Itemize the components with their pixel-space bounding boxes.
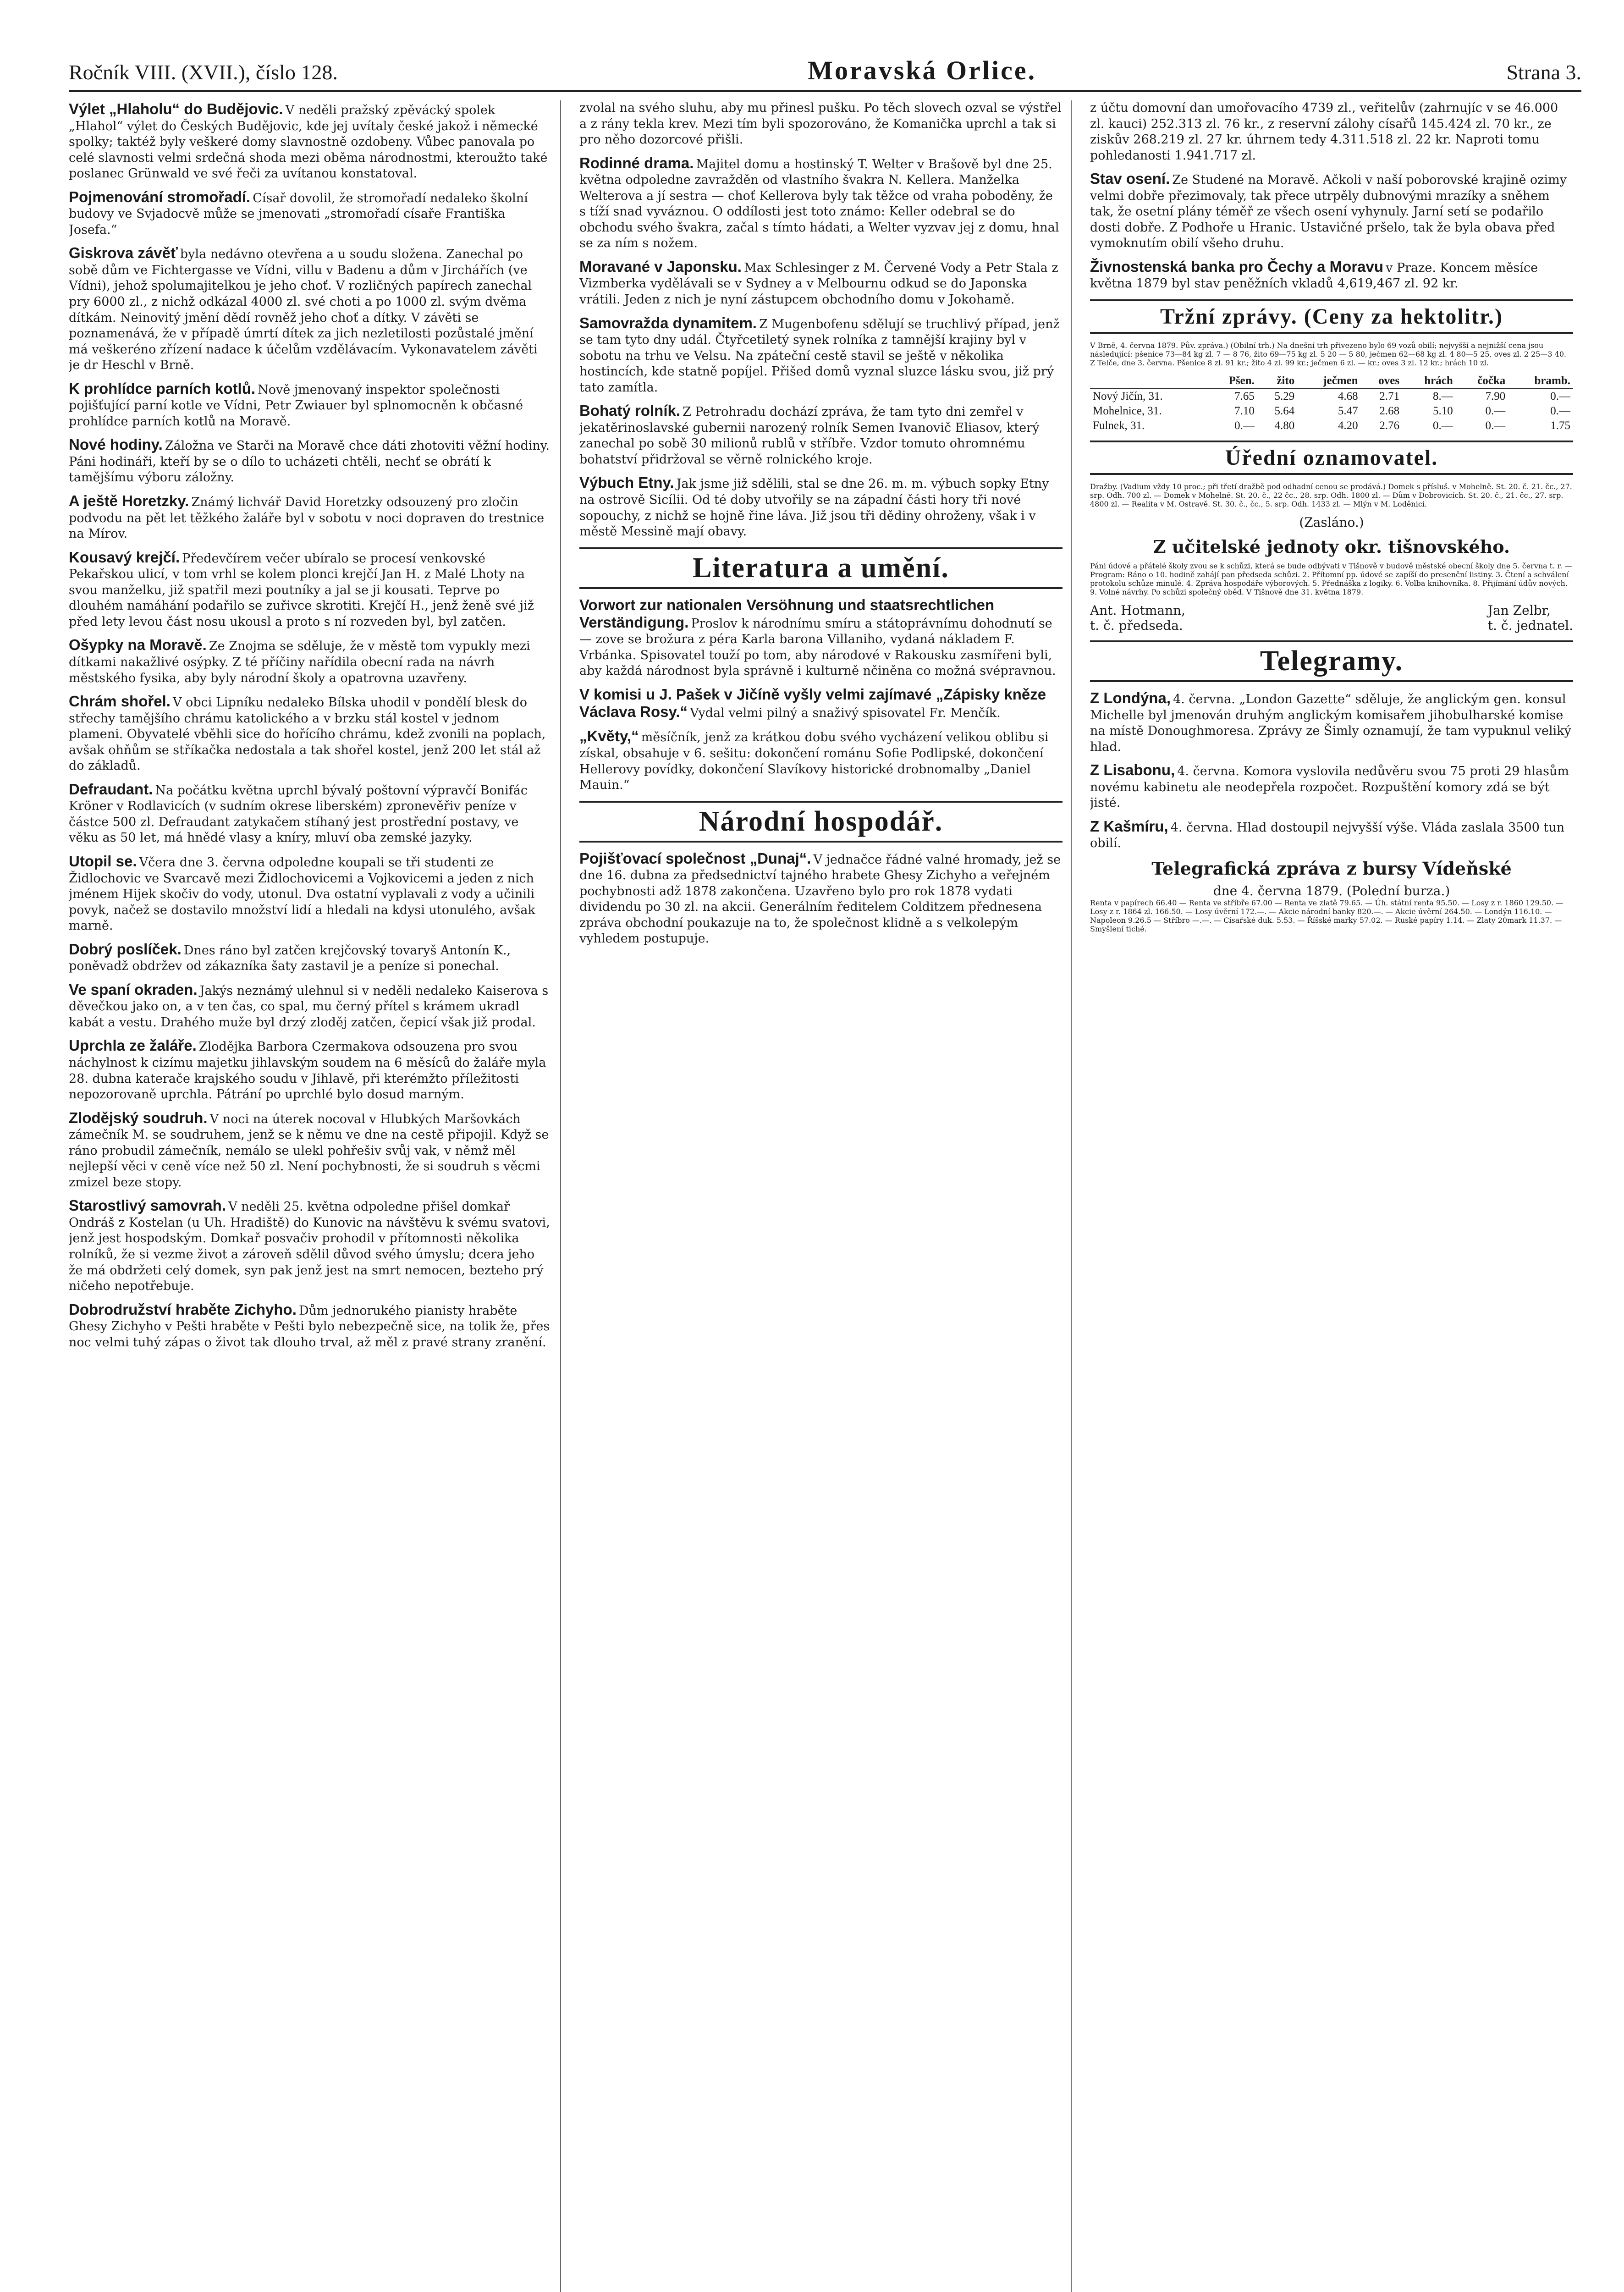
article-body: byla nedávno otevřena a u soudu složena. Zanechal po sobě dům ve Fichtergasse ve Vídni, villu v Badenu a dům v Jirchářích (ve Vídni), jehož spolumajitelkou je jeho choť. V rozličných papírech zanechal pry 6000 zl., z nichž odkázal 4000 zl. své choti a po 1000 zl. svým dvěma dítkám. Neinovitý jmění dědí rovněž jeho choť a dítky. V závěti se poznamenává, že v případě úmrtí dítek za jich nezletilosti pozůstalé jmění má veškeréno zřízení nadace k účelům vzdělávacím. Vykonavatelem závěti je dr Heschl v Brně. [69,247,538,373]
article [69,693,552,774]
issue-number: Ročník VIII. (XVII.), číslo 128. [69,61,338,84]
article [1090,761,1573,811]
signer-role: t. č. jednatel. [1487,618,1573,634]
article-title: V komisi u J. Pašek v Jičíně vyšly velmi zajímavé „Zápisky kněze Václava Rosy.“ [579,685,1046,720]
bourse-heading: Telegrafická zpráva z bursy Vídeňské [1151,858,1512,879]
article [69,188,552,238]
article-body: Na počátku května uprchl bývalý poštovní výpravčí Bonifác Kröner v Rodlavicích (v sudním okrese liberském) zpronevěřiv peníze v částce 500 zl. Defraudant zatykačem stíhaný jest prostřední postavy, ve věku as 50 let, má hnědé vlasy a kníry, mluví oba zemské jazyky. [69,783,528,845]
article [69,981,552,1031]
table-cell: 8.— [1433,390,1453,403]
article-title: Utopil se. [69,852,137,870]
article [1090,100,1573,164]
column-1 [69,100,561,2292]
signer-name: Ant. Hotmann, [1090,603,1186,618]
column-header [1090,374,1208,389]
article [1090,818,1573,852]
table-cell: Mohelnice, 31. [1093,405,1162,418]
table-cell: Fulnek, 31. [1093,419,1145,432]
section-economy: Národní hospodář. [579,801,1062,843]
article-title: Ošypky na Moravě. [69,636,207,654]
article-title: Z Lisabonu, [1090,761,1175,779]
article-body: Nově jmenovaný inspektor společnosti pojišťující parní kotle ve Vídni, Petr Zwiauer byl splnomocněn k občasné prohlídce parních kotlů na Moravě. [69,382,523,429]
article [69,1301,552,1351]
article-title: Výlet „Hlaholu“ do Budějovic. [69,100,283,117]
article-title: Chrám shořel. [69,693,171,710]
article [69,380,552,430]
table-cell: 5.10 [1433,405,1453,418]
article [69,941,552,975]
article [69,853,552,934]
article-title: K prohlídce parních kotlů. [69,380,256,397]
table-cell: 5.47 [1338,405,1358,418]
table-cell: 7.65 [1234,390,1255,403]
article [579,258,1062,308]
grain-price-table [1090,374,1573,433]
article-body: Ze Znojma se sděluje, že v městě tom vypukly mezi dítkami nakažlivé osýpky. Z té příčiny nařídila obecní rada na návrh městského fysika, aby byly národní školy a opatrovna uzavřeny. [69,639,530,685]
article-title: Zlodějský soudruh. [69,1109,208,1126]
article-body: Zlodějka Barbora Czermakova odsouzena pro svou náchylnost k cizímu majetku jihlavským soudem na 6 měsíců do žaláře myla 28. dubna katerače krajského soudu v Jihlavě, při kterémžto příležitosti nepozorovaně uprchla. Pátrání po uprchlé bylo dosud marným. [69,1040,546,1102]
article [1090,689,1573,755]
article [69,244,552,373]
article-title: Z Kašmíru, [1090,817,1168,835]
article-body: Dům jednorukého pianisty hraběte Ghesy Zichyho v Pešti hraběte v Pešti bylo nebezpečně sice, na tolik že, přes noc velmi tuhý zápas o život tak dlouho trval, až měl z pravé strany zranění. [69,1303,550,1350]
article-body: Max Schlesinger z M. Červené Vody a Petr Stala z Vizmberka vydělávali se v Sydney a v Melbournu odkud se do Japonska vrátili. Jeden z nich je nyní zástupcem obchodního domu v Jokohamě. [579,260,1058,307]
article-body: 4. června. Komora vyslovila nedůvěru svou 75 proti 29 hlasům novému kabinetu ale neodepřela rozpočet. Rozpuštění komory zdá se být jisté. [1090,764,1569,810]
article-title: Stav osení. [1090,170,1170,187]
official-notices: Dražby. (Vadium vždy 10 proc.; při třetí dražbě pod odhadní cenou se prodává.) Domek s přísluš. v Mohelně. St. 20. č. 21. čc., 27. srp. Odh. 700 zl. — Domek v Mohelně. St. 20. č., 22 čc., 28. srp. Odh. 1800 zl. — Dům v Dobrovicích. St. 20. č., 21. čc., 27. srp. 4800 zl. — Realita v M. Ostravě. St. 30. č., čc., 5. srp. Odh. 1433 zl. — Mlýn v M. Loděnici. [1090,482,1572,509]
table-cell: 0.— [1485,405,1506,418]
article-body: Ze Studené na Moravě. Ačkoli v naší poborovské krajině ozimy velmi dobře přezimovaly, tak přece utrpěly dubnovými mrazíky a sněhem tak, že osetní plány téměř ze všech osení vyhynuly. Jarní setí se podařilo dosti dobře. Z Podhoře u Hranic. Ustavičné pršelo, tak že byla obava před vymoknutím obilí všeho druhu. [1090,173,1567,251]
column-header: oves [1378,375,1400,387]
signature-right [1488,603,1573,633]
article-title: Dobrodružství hraběte Zichyho. [69,1300,297,1318]
table-cell: 1.75 [1550,419,1570,432]
table-cell: 7.10 [1234,405,1255,418]
article-body: Záložna ve Starči na Moravě chce dáti zhotoviti věžní hodiny. Páni hodináři, kteří by se o dílo to ucházeti chtěli, nechť se obrátí k tamějšímu výboru záložny. [69,439,550,485]
article-title: Defraudant. [69,780,153,798]
table-cell: 0.— [1550,405,1570,418]
table-header-row [1090,374,1573,389]
article-body: Dnes ráno byl zatčen krejčovský tovaryš Antonín K., poněvadž obdržev od zákazníka šaty zastavil je a peníze si ponechal. [69,943,511,974]
signature-left [1090,603,1185,633]
table-cell: 4.20 [1338,419,1358,432]
table-cell: 5.64 [1274,405,1295,418]
table-cell: 4.68 [1338,390,1358,403]
column-header: bramb. [1534,375,1570,387]
article [1090,258,1573,292]
article [69,1197,552,1294]
column-header: čočka [1477,375,1506,387]
article-body: Včera dne 3. června odpoledne koupali se tři studenti ze Židlochovic ve Svarcavě mezi Židlochovicemi a Vojkovicemi a jeden z nich jménem Hijek skočiv do vody, utonul. Dva ostatní vyplavali z vody a učinili povyk, načež se dostavilo množství lidí a hledali na kdysi utonulého, avšak marně. [69,855,535,933]
article [579,474,1062,540]
article-body: Císař dovolil, že stromořadí nedaleko školní budovy ve Svjadocvě může se jmenovati „stromořadí císaře Františka Josefa.“ [69,191,528,237]
column-3 [1090,100,1581,2292]
article-body: Jakýs neznámý ulehnul si v neděli nedaleko Kaiserova s děvečkou jako on, a v ten čas, co spal, mu černý přítel s krámem ukradl kabát a vestu. Drahého muže byl drzý zloděj zatčen, čepicí však již prodal. [69,983,549,1030]
article-title: Z Londýna, [1090,689,1171,707]
article [1090,170,1573,252]
article-title: Živnostenská banka pro Čechy a Moravu [1090,258,1384,275]
newspaper-title: Moravská Orlice. [808,55,1037,85]
article-title: Moravané v Japonsku. [579,258,742,275]
newspaper-page [69,55,1581,2292]
article-title: A ještě Horetzky. [69,492,189,510]
notice-body: Páni údové a přátelé školy zvou se k schůzi, která se bude odbývati v Tišnově v budově městské obecní školy dne 5. června t. r. — Program: Ráno o 10. hodině zahájí pan předseda schůzi. 2. Přítomní pp. údové se zapíší do presenční listiny. 3. Čtení a schválení protokolu schůze minulé. 4. Zpráva hospodáře výborových. 5. Přednáška z logiky. 6. Volba knihovníka. 8. Přijímání údův nových. 9. Volné návrhy. Po schůzi společný oběd. V Tišnově dne 31. května 1879. [1090,562,1572,597]
article-body: 4. června. „London Gazette“ sděluje, že anglickým gen. konsul Michelle byl jmenován druhým anglickým komisařem jihobulharské komise na místě Donoughmoresa. Zprávy ze Šimly oznamují, že tam vypuknul veliký hlad. [1090,692,1571,754]
table-cell: 0.— [1485,419,1506,432]
table-row [1090,404,1573,419]
columns [69,100,1581,2292]
column-header: Pšen. [1228,375,1255,387]
official-heading: Úřední oznamovatel. [1090,441,1573,475]
table-cell: 7.90 [1485,390,1506,403]
column-header: ječmen [1323,375,1358,387]
article [69,636,552,686]
article-body: měsíčník, jenž za krátkou dobu svého vycházení velikou oblibu si získal, obsahuje v 6. sešitu: dokončení románu Sofie Podlipské, dokončení Hellerovy povídky, dokončení Slavíkovy historické drobnomalby „Daniel Mauin.“ [579,730,1049,793]
article [69,1037,552,1102]
notice-heading: Z učitelské jednoty okr. tišnovského. [1153,536,1510,557]
article-title: Pojišťovací společnost „Dunaj“. [579,849,811,867]
article [69,100,552,182]
bourse-date: dne 4. června 1879. (Polední burza.) [1213,883,1450,898]
table-row [1090,419,1573,433]
table-cell: Nový Jičín, 31. [1093,390,1163,403]
page-number: Strana 3. [1506,61,1581,84]
table-cell: 4.80 [1274,419,1295,432]
table-cell: 2.71 [1379,390,1400,403]
article [579,402,1062,468]
sent-in-label: (Zasláno.) [1299,515,1364,530]
table-cell: 2.68 [1379,405,1400,418]
header-rule [69,90,1581,92]
telegrams-heading: Telegramy. [1090,640,1573,682]
table-cell: 0.— [1234,419,1255,432]
article-title: Rodinné drama. [579,154,694,171]
market-heading: Tržní zprávy. (Ceny za hektolitr.) [1090,299,1573,334]
article-body: Předevčírem večer ubíralo se procesí venkovské Pekařskou ulicí, v tom vrhl se kolem plonci krejčí Jan H. z Malé Lhoty na svou manželku, již spatřil mezi poutníky a jal se ji kousati. Teprve po dlouhém namáhání podařilo se zuřivce skrotiti. Krejčí H., jenž ženě své již před lety levou část nosu ukousl a proto s ní rozveden byl, byl zatčen. [69,551,534,629]
article-title: „Květy,“ [579,727,639,745]
article [69,436,552,486]
article [579,314,1062,396]
article [69,549,552,630]
article [579,154,1062,252]
article-title: Dobrý poslíček. [69,940,182,958]
market-report: V Brně, 4. června 1879. Pův. zpráva.) (Obilní trh.) Na dnešní trh přivezeno bylo 69 vozů obilí; nejvyšší a nejnižší cena jsou následující: pšenice 73—84 kg zl. 7 — 8 76, žito 69—75 kg zl. 5 20 — 5 80, ječmen 62—68 kg zl. 4 80—5 25, oves zl. 2 25—3 40. Z Telče, dne 3. června. Pšenice 8 zl. 91 kr.; žito 4 zl. 99 kr.; ječmen 6 zl. — kr.; oves 3 zl. 12 kr.; hrách 10 zl. [1090,341,1567,368]
article [579,850,1062,947]
article-body: V obci Lipníku nedaleko Bílska uhodil v pondělí blesk do střechy tamějšího chrámu katolického a v brzku stál kostel v jednom plameni. Obyvatelé vběhli sice do hořícího chrámu, kdež zvonili na poplach, avšak ohňům se stříkačka nedostala a tak shořel kostel, jenž 200 let stál až do základů. [69,695,546,773]
article-body: Proslov k národnímu smíru a státoprávnímu dohodnutí se — zove se brožura z péra Karla barona Villaniho, vydaná nákladem F. Vrbánka. Spisovatel touží po tom, aby národové v Rakousku zasmířeni byli, aby každá národnost byla správně i kulturně nčiněna co možná svépravnou. [579,616,1056,678]
article-body: 4. června. Hlad dostoupil nejvyšší výše. Vláda zaslala 3500 tun obilí. [1090,820,1565,851]
signatures [1090,603,1573,633]
column-header: žito [1277,375,1295,387]
article-title: Kousavý krejčí. [69,548,180,566]
article-body: Známý lichvář David Horetzky odsouzený pro zločin podvodu na pět let těžkého žaláře byl v sobotu v noci dopraven do trestnice na Mírov. [69,495,545,541]
article-body: Vydal velmi pilný a snaživý spisovatel Fr. Menčík. [690,705,1001,720]
article-body: Majitel domu a hostinský T. Welter v Brašově byl dne 25. května odpoledne zavražděn od vlastního švakra N. Kellera. Manželka Welterova a jí sestra — choť Kellerova byly tak těžce od vraha poboděny, že s tíží snad vyváznou. O oddílosti jest toto známo: Keller odebral se do obchodu svého švakra, začal s tímto hádati, a Welter vyzvav jej z domu, hnal se za ním s nožem. [579,157,1059,251]
article-body: V jednačce řádné valné hromady, jež se dne 16. dubna za předsednictví tajného hrabete Ghesy Zichyho a veřejném pochybnosti adž 1878 zakončena. Uzavřeno bylo pro rok 1878 vydati dividendu po 30 zl. na akcii. Generálním ředitelem Colditzem přednesena zpráva obchodní poukazuje na to, že společnost klidně a s velkolepým vyhledem postupuje. [579,852,1061,946]
article [69,1109,552,1191]
article-title: Ve spaní okraden. [69,981,198,998]
article-title: Nové hodiny. [69,436,163,453]
article [579,727,1062,793]
signer-role: t. č. předseda. [1090,618,1183,634]
table-cell: 2.76 [1379,419,1400,432]
article-body: Jak jsme již sdělili, stal se dne 26. m. m. výbuch sopky Etny na ostrově Sicílii. Od té doby utvořily se na západní části hory tři nové sopouchy, z nichž se hojně řine láva. Již jsou tři dědiny ohroženy, však i v městě Messině mají obavy. [579,477,1049,539]
bourse-report: Renta v papírech 66.40 — Renta ve stříbře 67.00 — Renta ve zlatě 79.65. — Úh. státní renta 95.50. — Losy z r. 1860 129.50. — Losy z r. 1864 zl. 166.50. — Losy úvěrní 172.—. — Akcie národní banky 820.—. — Akcie úvěrní 264.50. — Londýn 116.10. — Napoleon 9.26.5 — Stříbro —.—. — Císařské duk. 5.53. — Říšské marky 57.02. — Ruské papíry 1.14. — Zlaty 20mark 11.37. — Smyšlení tiché. [1090,898,1563,933]
article-body: V neděli 25. května odpoledne přišel domkař Ondráš z Kostelan (u Uh. Hradiště) do Kunovic na návštěvu k svému svatovi, jenž jest hospodským. Domkař posvačiv prohodil v přítomnosti několika rolníků, že si vezme život a zároveň sdělil důvod svého úmyslu; dcera jeho že má obdržeti celý domek, syn pak jenž jest na smrt nemocen, bezteho prý ničeho nepotřebuje. [69,1200,550,1294]
article-title: Giskrova závěť [69,244,178,262]
table-row [1090,389,1573,404]
article-title: Starostlivý samovrah. [69,1197,226,1214]
article-body: Z Mugenbofenu sdělují se truchlivý případ, jenž se tam tyto dny udál. Čtyřcetiletý synek rolníka z tamnější krajiny byl v sobotu na trhu ve Velsu. Na zpáteční cestě stavil se ještě v několika hostincích, kde statně popíjel. Přišed domů vyznal sluzce lásku svou, již prý tato zamítla. [579,317,1060,395]
article-body: zvolal na svého sluhu, aby mu přinesl pušku. Po těch slovech ozval se výstřel a z rány tekla krev. Mezi tím byli spozorováno, že Komanička uprchl a tak si pro něho dozorcové přišli. [579,101,1062,147]
article-title: Bohatý rolník. [579,402,681,419]
article-title: Vorwort zur nationalen Versöhnung und staatsrechtlichen Verständigung. [579,596,995,631]
page-header [69,55,1581,87]
article-title: Uprchla ze žaláře. [69,1037,197,1054]
article-body: V neděli pražský zpěvácký spolek „Hlahol“ výlet do Českých Budějovic, kde jej uvítaly české jakož i německé spolky; taktéž byly veškeré domy slavnostně ozdobeny. Vůbec panovala po celé slavnosti velmi srdečná shoda mezi oběma národnostmi, kteroužto také poslanec Grünwald ve své řeči za uvítanou konstatoval. [69,103,548,181]
table-cell: 0.— [1433,419,1453,432]
table-cell: 0.— [1550,390,1570,403]
article [579,686,1062,722]
article-title: Pojmenování stromořadí. [69,188,251,205]
section-literature: Literatura a umění. [579,547,1062,589]
article-body: v Praze. Koncem měsíce května 1879 byl stav peněžních vkladů 4,619,467 zl. 92 kr. [1090,260,1538,291]
article [579,100,1062,148]
article-title: Samovražda dynamitem. [579,314,757,331]
table-cell: 5.29 [1274,390,1295,403]
article [69,781,552,846]
signer-name: Jan Zelbr, [1487,603,1551,618]
column-2 [579,100,1072,2292]
article-body: z účtu domovní dan umořovacího 4739 zl., veřitelův (zahrnujíc v se 46.000 zl. kauci) 252.313 zl. 76 kr., z reservní zálohy císařů 145.424 zl. 70 kr., ze ziskův 268.219 zl. 27 kr. úhrnem tedy 4.311.518 zl. 22 kr. Naproti tomu pohledanosti 1.941.717 zl. [1090,101,1558,163]
article-body: Z Petrohradu dochází zpráva, že tam tyto dni zemřel v jekatěrinoslavské gubernii narozený rolník Semen Ivanovič Eliasov, který zanechal po sobě 30 milionů rublů v stříbře. Vzdor tomuto ohromnému bohatství přidržoval se věrně rolnického kroje. [579,405,1040,467]
article-body: V noci na úterek nocoval v Hlubkých Maršovkách zámečník M. se soudruhem, jenž se k němu ve dne na cestě připojil. Když se ráno probudil zámečník, nemálo se ulekl pohřešiv svůj vak, v němž měl nejlepší věci v ceně více než 50 zl. Není pochybnosti, že si soudruh s věcmi zmizel beze stopy. [69,1112,549,1190]
article [579,596,1062,679]
column-header: hrách [1424,375,1453,387]
article [69,492,552,542]
article-title: Výbuch Etny. [579,474,674,491]
